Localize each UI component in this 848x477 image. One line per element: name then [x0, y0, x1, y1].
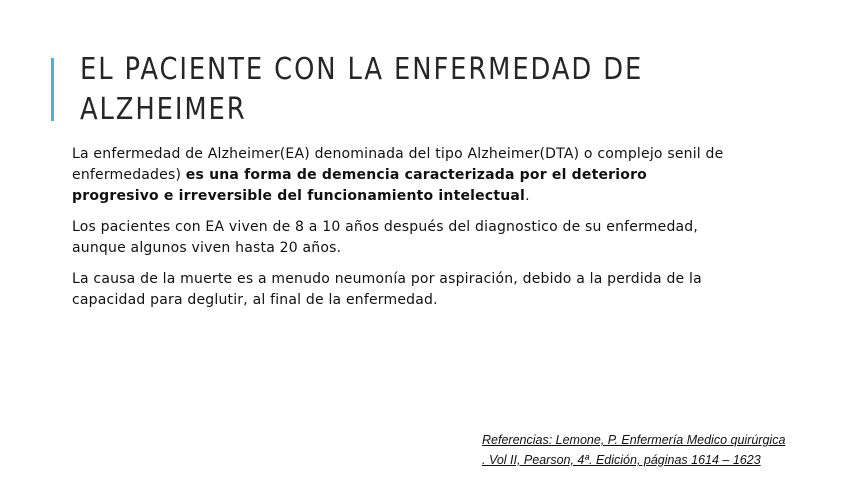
definition-end-punctuation: .: [525, 188, 530, 204]
title-accent-bar: [51, 58, 54, 121]
reference-citation: [482, 430, 822, 470]
paragraph-definition: [72, 144, 732, 207]
reference-line-2: . Vol II, Pearson, 4ª. Edición, páginas 1614 – 1623: [482, 453, 761, 467]
paragraph-life-expectancy: Los pacientes con EA viven de 8 a 10 años después del diagnostico de su enfermedad, aunque algunos viven hasta 20 años.: [72, 219, 699, 256]
definition-bold-text: es una forma de demencia caracterizada por el deterioro progresivo e irreversible del funcionamiento intelectual: [72, 167, 647, 204]
slide-body: [72, 144, 732, 321]
slide-title: EL PACIENTE CON LA ENFERMEDAD DE ALZHEIMER: [80, 52, 644, 127]
reference-line-1: Referencias: Lemone, P. Enfermería Medico quirúrgica: [482, 433, 786, 447]
paragraph-cause-of-death: La causa de la muerte es a menudo neumonía por aspiración, debido a la perdida de la capacidad para deglutir, al final de la enfermedad.: [72, 271, 702, 308]
definition-text: La enfermedad de Alzheimer(EA) denominada del tipo Alzheimer(DTA) o complejo senil de enfermedades): [72, 146, 724, 183]
